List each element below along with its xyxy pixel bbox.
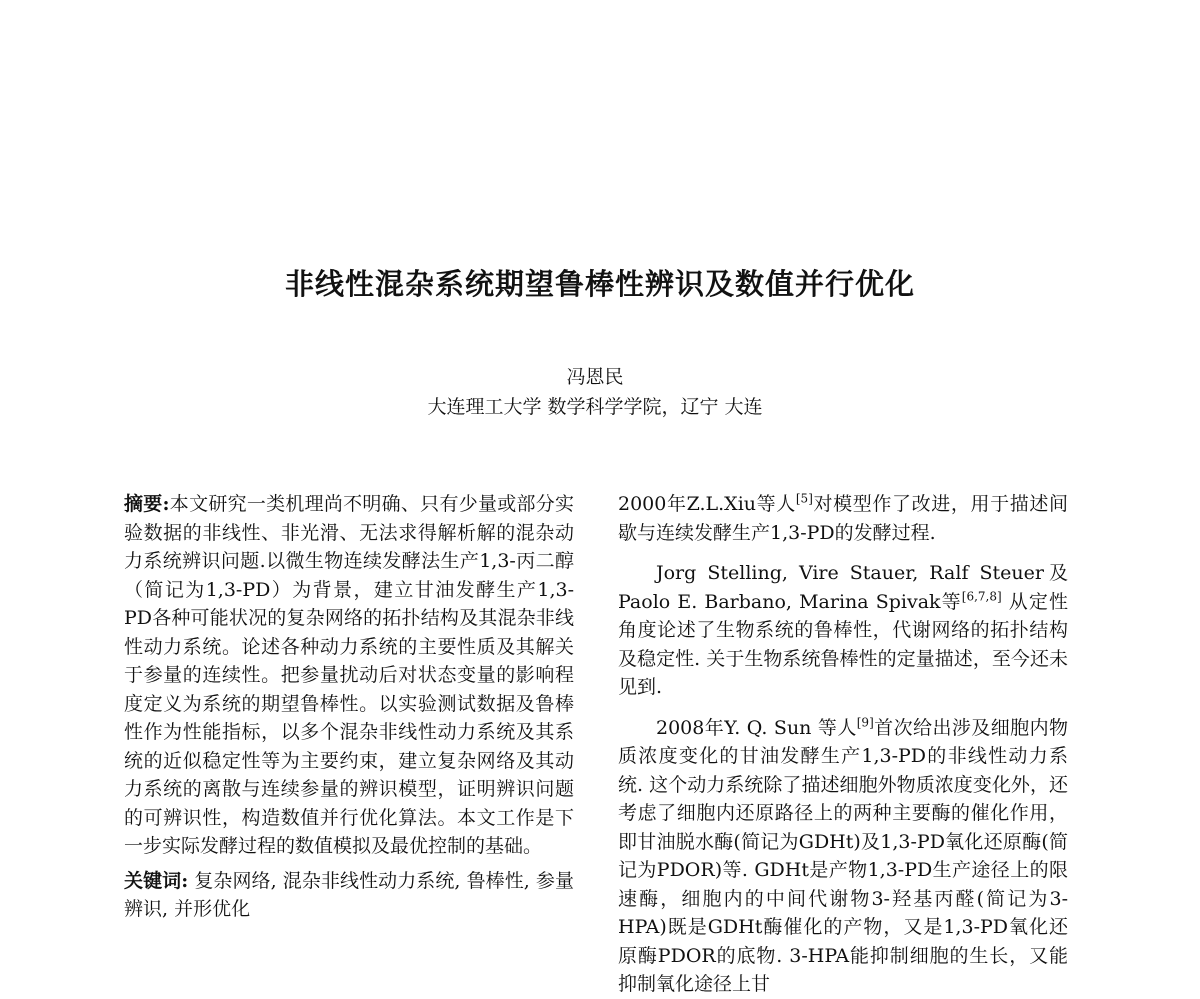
- p1-citation: [5]: [795, 491, 813, 506]
- body-paragraph-1: [618, 490, 1068, 547]
- p3-text-post: 首次给出涉及细胞内物质浓度变化的甘油发酵生产1,3-PD的非线性动力系统. 这个动力系统除了描述细胞外物质浓度变化外，还考虑了细胞内还原路径上的两种主要酶的催化作用，即甘油脱水酶(简记为GDHt)及1,3-PD氧化还原酶(简记为PDOR)等. GDHt是产物1,3-PD生产途径上的限速酶，细胞内的中间代谢物3-羟基丙醛(简记为3-HPA)既是GDHt酶催化的产物，又是1,3-PD氧化还原酶PDOR的底物. 3-HPA能抑制细胞的生长，又能抑制氧化途径上甘: [618, 716, 1068, 995]
- right-column: [618, 490, 1068, 999]
- body-paragraph-2: [618, 559, 1068, 702]
- keywords: [124, 867, 574, 924]
- p2-text-post: 从定性角度论述了生物系统的鲁棒性，代谢网络的拓扑结构及稳定性. 关于生物系统鲁棒性的定量描述，至今还未见到.: [618, 590, 1068, 698]
- paper-title: 非线性混杂系统期望鲁棒性辨识及数值并行优化: [284, 267, 915, 301]
- keywords-text: 复杂网络, 混杂非线性动力系统, 鲁棒性, 参量辨识, 并形优化: [124, 869, 575, 920]
- author-affiliation: 大连理工大学 数学科学学院，辽宁 大连: [427, 396, 763, 418]
- author-name: 冯恩民: [566, 366, 624, 388]
- p2-text-pre: Jorg Stelling, Vire Stauer, Ralf Steuer及Paolo E. Barbano, Marina Spivak等: [618, 562, 1068, 613]
- body-paragraph-3: [618, 714, 1068, 999]
- p3-citation: [9]: [856, 715, 874, 730]
- p1-text-pre: 2000年Z.L.Xiu等人: [618, 493, 796, 515]
- p2-citation: [6,7,8]: [961, 589, 1002, 604]
- keywords-label: 关键词:: [124, 869, 189, 892]
- abstract: [124, 490, 574, 861]
- abstract-label: 摘要:: [124, 493, 170, 515]
- p1-text-post: 对模型作了改进，用于描述间歇与连续发酵生产1,3-PD的发酵过程.: [618, 493, 1068, 544]
- p3-text-pre: 2008年Y. Q. Sun 等人: [656, 716, 857, 739]
- abstract-text: 本文研究一类机理尚不明确、只有少量或部分实验数据的非线性、非光滑、无法求得解析解的混杂动力系统辨识问题.以微生物连续发酵法生产1,3-丙二醇（简记为1,3-PD）为背景，建立甘油发酵生产1,3-PD各种可能状况的复杂网络的拓扑结构及其混杂非线性动力系统。论述各种动力系统的主要性质及其解关于参量的连续性。把参量扰动后对状态变量的影响程度定义为系统的期望鲁棒性。以实验测试数据及鲁棒性作为性能指标，以多个混杂非线性动力系统及其系统的近似稳定性等为主要约束，建立复杂网络及其动力系统的离散与连续参量的辨识模型，证明辨识问题的可辨识性，构造数值并行优化算法。本文工作是下一步实际发酵过程的数值模拟及最优控制的基础。: [124, 493, 574, 857]
- left-column: [124, 490, 574, 924]
